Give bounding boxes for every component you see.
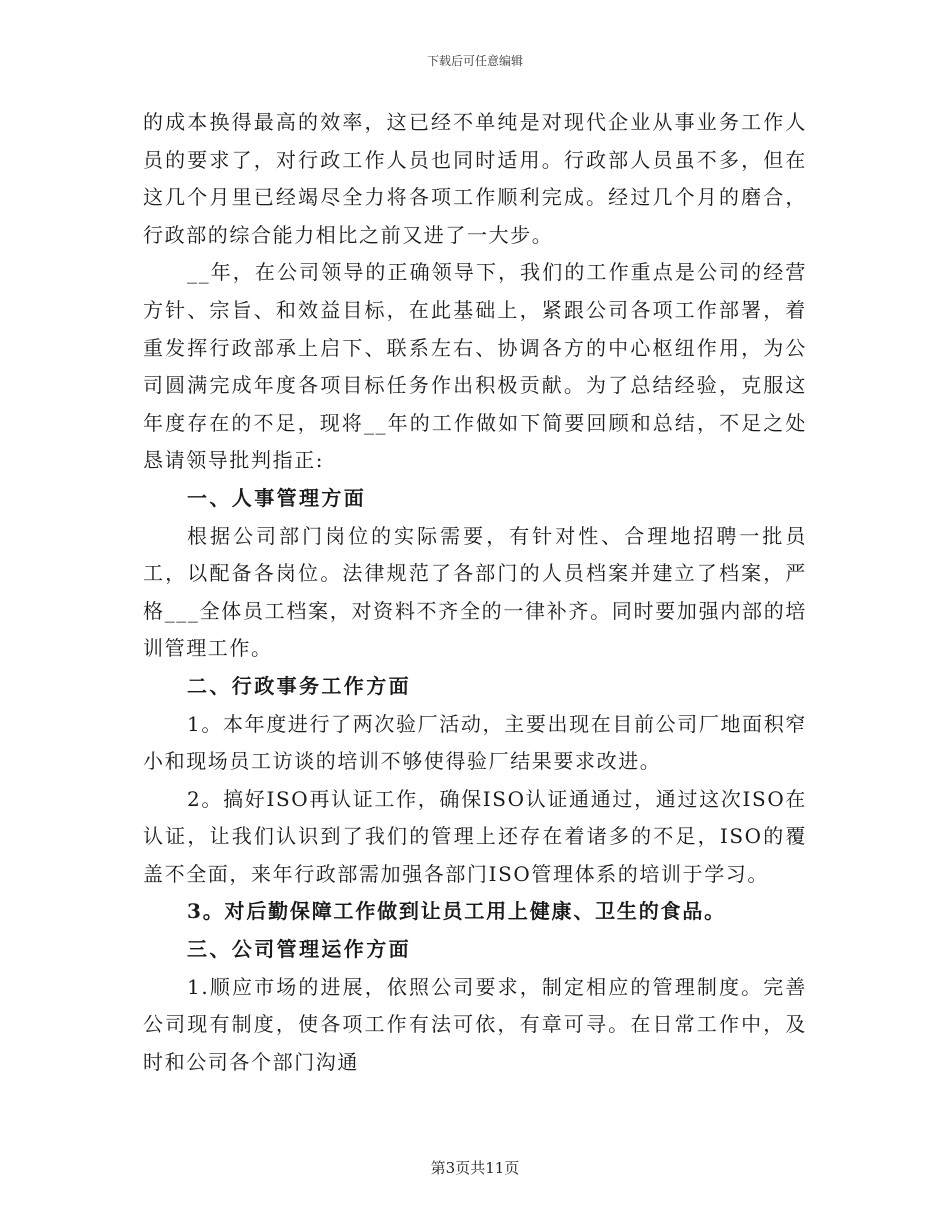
- paragraph-management-item-1: 1.顺应市场的进展，依照公司要求，制定相应的管理制度。完善公司现有制度，使各项工作有法可依，有章可寻。在日常工作中，及时和公司各个部门沟通: [143, 974, 807, 1074]
- paragraph-admin-item-1: 1。本年度进行了两次验厂活动，主要出现在目前公司厂地面积窄小和现场员工访谈的培训不够使得验厂结果要求改进。: [143, 711, 807, 774]
- page-header: 下载后可任意编辑: [426, 54, 523, 68]
- paragraph-admin-item-2: 2。搞好ISO再认证工作，确保ISO认证通通过，通过这次ISO在认证，让我们认识到了我们的管理上还存在着诸多的不足，ISO的覆盖不全面，来年行政部需加强各部门ISO管理体系的培训于学习。: [143, 786, 807, 886]
- paragraph-admin-item-3: 3。对后勤保障工作做到让员工用上健康、卫生的食品。: [187, 899, 726, 924]
- section-heading-admin: 二、行政事务工作方面: [187, 673, 411, 698]
- paragraph-personnel: 根据公司部门岗位的实际需要，有针对性、合理地招聘一批员工，以配备各岗位。法律规范了各部门的人员档案并建立了档案，严格___全体员工档案，对资料不齐全的一律补齐。同时要加强内部的培训管理工作。: [143, 523, 807, 661]
- paragraph-intro: __年，在公司领导的正确领导下，我们的工作重点是公司的经营方针、宗旨、和效益目标，在此基础上，紧跟公司各项工作部署，着重发挥行政部承上启下、联系左右、协调各方的中心枢纽作用，为公司圆满完成年度各项目标任务作出积极贡献。为了总结经验，克服这年度存在的不足，现将__年的工作做如下简要回顾和总结，不足之处恳请领导批判指正:: [143, 260, 807, 473]
- page-number: 第3页共11页: [430, 1159, 520, 1177]
- document-body: [143, 104, 807, 1081]
- section-heading-personnel: 一、人事管理方面: [187, 485, 367, 510]
- section-heading-management: 三、公司管理运作方面: [187, 937, 411, 962]
- paragraph-continuation: 的成本换得最高的效率，这已经不单纯是对现代企业从事业务工作人员的要求了，对行政工作人员也同时适用。行政部人员虽不多，但在这几个月里已经竭尽全力将各项工作顺利完成。经过几个月的磨合，行政部的综合能力相比之前又进了一大步。: [143, 110, 807, 247]
